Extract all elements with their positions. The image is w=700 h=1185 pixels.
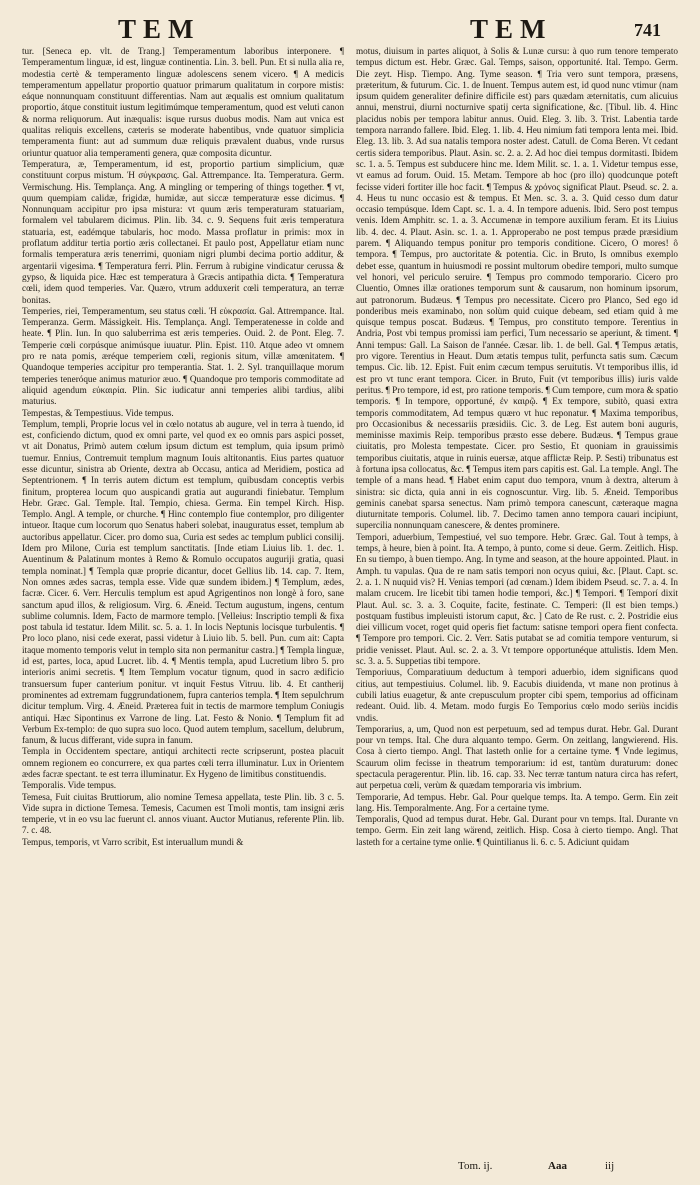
entry-temperies: Temperies, riei, Temperamentum, seu status cœli. Ἡ εὐκρασία. Gal. Attrempance. Ital. Temperanza. Germ. Mässigkeit. His. Templança. Angl. Temperatenesse in colde and heate. ¶ Plin. Iun. In quo saluberrima est æris temperies. Ouid. 2. de Pont. Eleg. 7. Temperie cœli corpúsque animúsque iuuatur. Plin. Epist. 110. Atque adeo vt omnem pro re nata pomis, æréque temperiem cœli, regionis situm, villæ amœnitatem. ¶ Quandoque temperies accipitur pro temperantia. Stat. 1. 2. Syl. tranquillaque morum temperies teneróque animus maturior æuo. ¶ Quandoque pro temporis commoditate ad aliquid agendum εὐκαιρία. Plin. Sic iudicatur anni temperies alibi tardius, alibi maturius. bbox=[22, 305, 344, 407]
entry-tempestas: Tempestas, & Tempestiuus. Vide tempus. bbox=[22, 407, 174, 418]
entry-templum: Templum, templi, Proprie locus vel in cœlo notatus ab augure, vel in terra à tuendo, id est, conficiendo dictum, quod ex omni parte, vel quod ex eo omnis pars aspici posset, vt ait Donatus, Primò autem cœlum ipsum dictum est templum, quia ipsum primò tuemur. Ennius, Contremuit templum magnum Iouis altitonantis. Eius partes quatuor esse dicuntur, sinistra ab Oriente, dextra ab Occasu, antica ad Meridiem, postica ad Septentrionem. ¶ In terris autem dictum est templum, quibusdam conceptis verbis finitum, propterea locum quo auspicandi gratia aut augurandi finiebatur. Templum Hebr. Græc. Gal. Temple. Ital. Tempio, chiesa. Germa. Ein tempel Kirch. Hisp. Templo. Angl. A temple, or churche. ¶ Hinc contemplo fiue contemplor, pro diligenter intueor. Itaque cum locorum quo Senatus haberi solebat, inauguratus esset, templum ab auctoribus appellatur. Cicer. pro domo sua, Curia est sedes ac templum publici consilij. Idem pro Milone, Curia est templum sanctitatis. [Inde etiam Liuius lib. 1. dec. 1. Auentinum & Palatinum montes à Remo & Romulo occupatos auguriji gratia, quasi templa nominat.] ¶ Templa quæ proprie dicantur, docet Gellius lib. 14. cap. 7. Item, Non omnes ædes sacras, templa esse. Vide quæ sundem ibidem.] ¶ Templum, ædes, facræ. Cicer. 6. Verr. Herculis templum est apud Agrigentinos non longè à foro, sane sanctum apud illos, & religiosum. Virg. 6. Æneid. Tectum augustum, ingens, centum sublime columnis. Idem, Facto de marmore templo. [Velleius: Inscriptio templi & fixa post tabula id testatur. Idem Milit. sc. 5. a. 1. In locis Neptunis locisque turbulentis. ¶ Pro loco plano, nisi cede exerat, passi videtur à Liuio lib. 5. bell. Pun. cum ait: Capta itaque momento temporis velut in templo sita non permanitur castra.] ¶ Templa linguæ, id est, partes, loca, apud Lucret. lib. 4. ¶ Mentis templa, apud Lucretium libro 5. pro interioris animi secretis. ¶ Item Templum vocatur tignum, quod in sacro ædificio transuersum fuper canterium ponitur. vt inquit Festus Vitruu. lib. 4. Et cantherij prominentes ad extremam fuggrundationem, fupra canterios templa. ¶ Item sepulchrum dicitur templum. Virg. 4. Æneid. Præterea fuit in tectis de marmore templum Coniugis antiqui. Hæc Sipontinus ex Varrone de ling. Lat. Festo & Nonio. ¶ Templum fit ad Verbum Ex-templo: de quo supra suo loco. Quod autem templum, sacellum, delubrum, fanum, & lucus differant, vide supra in fanum. bbox=[22, 418, 344, 746]
entry-templa-occidentem: Templa in Occidentem spectare, antiqui architecti recte scripserunt, postea placuit omnem regionem eo concurrere, ex qua partes cœli terra illuminatur. Lux in Orientem ædes facræ spectant. te est terra illuminatur. Ex Hygeno de limitibus constituendis. bbox=[22, 746, 344, 779]
signature-mark: Aaa bbox=[548, 1160, 567, 1172]
entry-tempori: Tempori, aduerbium, Tempestiué, vel suo tempore. Hebr. Græc. Gal. Tout à temps, à temps, à heure, bien à point. Ita. A tempo, à punto, come si deue. Germ. Zeitlich. Hisp. En su tiempo, à buen tiempo. Ang. In tyme and season, at the houre appointed. Plaut. in Amph. tu vapulas. Qua de re nam satis tempori non ocyus quiui, &c. [Plaut. Capt. sc. 2. a. 1. N nuquid vis? H. Venias tempori (ad cœnam.) Idem ibidem Pseud. sc. 7. a. 4. In malam crucem. Ire licebit tibi tamen hodie tempori, &c.] ¶ Tempori. ¶ Temporí dixit Plaut. Aul. sc. 3. a. 3. Coquite, facite, festinate. C. Temperi: (Il est bien temps.) postquam fustibus impleuisti istorum caput, &c. ] Cato de Re rust. c. 2. Postridie eius diei villicum vocet, roget quid operis fiet factum: satisne tempori opera fient confecta. ¶ Tempore pro tempori. Cic. 2. Verr. Satis putabat se ad comitia tempore venturum, si pridie venisset. Plaut. Aul. sc. 2. a. 3. Vt tempore opportunéque attulistis. Idem Men. sc. 3. a. 5. Suppetias tibi tempore. bbox=[356, 531, 678, 667]
entry-temperatura: Temperatura, æ, Temperamentum, id est, proportio partium simplicium, quæ constituunt corpus mistum. Ἡ σύγκρασις. Gal. Attrempance. Ita. Temperatura. Germ. Vermischung. His. Templança. Ang. A mingling or tempering of things together. ¶ vt, quum quempiam calidæ, frigidæ, humidæ, aut siccæ temperaturæ esse dicimus. ¶ Nonnunquam accipitur pro ipsa mistura: vt quum æris temperaturam statuariam, formalem vel tabularem dicimus. Plin. lib. 34. c. 9. Sequens fuit æris temperatura statuaria, est, eadémque tabularis, hoc modo. Massa proflatur in primis: mox in proflatum additur tertia portio æris collectanei. Et paulo post, Appellatur etiam nunc formalis temperatura æris tenerrimi, quoniam nigri plumbi decima portio additur, & argentarii vigesima. ¶ Temperatura ferri. Plin. Ferrum à rubigine vindicatur cerussa & gypso, & liquida pice. Hæc est temperatura à Græcis antipathia dicta. ¶ Temperatura cœli, idem quod temperies. Var. Quæro, vtrum adduxerit cœli temperatura, an terræ bonitas. bbox=[22, 158, 344, 305]
signature-number: iij bbox=[605, 1160, 615, 1172]
entry-temperamentum-cont: tur. [Seneca ep. vlt. de Trang.] Temperamentum laboribus interponere. ¶ Temperamentum linguæ, id est, linguæ continentia. Lin. 3. bell. Pun. Et si nulla alia re, modestia certè & temperamento linguæ adolescens senem vicero. ¶ A medicis temperamentum appellatur proportio quatuor primarum qualitatum in corpore mistis: eáque nonnunquam constituunt differentias. Nam aut æqualis est omnium qualitatum proportio, átque constituit iustum legitimúmque temperamentum, quod est veluti canon & norma reliquorum. Aut inæqualis: isque rursus duobus modis. Nam aut vnica est qualitas reliquis excellens, cæteris se moderate habentibus, vnde quatuor simplicia temperamenta fiunt: aut ad summum duæ reliquis prævalent duabus, vnde rursus oriuntur quatuor alia temperamenti genera, quæ composita dicuntur. bbox=[22, 46, 344, 158]
entry-tempus-cont: motus, diuisum in partes aliquot, à Solis & Lunæ cursu: à quo rum tenore temperato tempus dictum est. Hebr. Græc. Gal. Temps, saison, opportunité. Ital. Tempo. Germ. Die zeyt. Hisp. Tiempo. Ang. Tyme season. ¶ Tria vero sunt tempora, præsens, præteritum, & futurum. Cic. 1. de Inuent. Tempus autem est, id quod nunc vtimur (nam ipsum quidem generaliter definire difficile est) pars quædam æternitatis, cum alicuius annui, menstrui, diurni nocturnive spatij certa significatione, &c. [Tibul. lib. 4. Hinc placidus nobis per tempora labitur annus. Ouid. Eleg. 3. lib. 3. Trist. Labentia tarde tempora narrando fallere. Ibid. Eleg. 1. lib. 4. Heu nimium fati tempora lenta mei. Ibid. Eleg. 13. lib. 3. Ad sua natalis tempora noster adest. Catull. de Coma Beren. Vt cedant certis sidera temporibus. Plaut. Asin. sc. 2. a. 2. Ad hoc diei tempus dormitasti. Ibidem sc. 1. a. 5. Tempus est subducere hinc me. Idem Milit. sc. 1. a. 1. Videtur tempus esse, vt eamus ad forum. Ouid. 15. Metam. Tempore ab hoc (pro illo) quodcunque poteft fecisse videri fortiter ille hoc facit. ¶ Tempus & χρόνος significat Plaut. Pseud. sc. 2. a. 4. Heus tu nunc occasio est & tempus. Et Men. sc. 3. a. 3. Quid cesso dum datur occasio tempúsque. Idem Capt. sc. 1. a. 4. In tempore aduenis. Ibid. Sero post tempus venis. Idem Amphitr. sc. 1. a. 3. Accumenæ in tempore auxilium feram. Et its Liuius lib. 4. dec. 4. Plaut. Asin. sc. 1. a. 1. Approperabo ne post tempus præde præsidium parem. ¶ Aliquando tempus ponitur pro temporis conditione. Cicero, O mores! ô tempora. ¶ Tempus, pro auctoritate & potentia. Cic. in Bruto, Is omnibus exemplo debet esse, quantum in huiusmodi re possint multorum obedire tempori, multo sumque vel honori, vel periculo seruire. ¶ Tempus pro commodo temporario. Cicero pro Cluentio, Omnes illæ orationes temporum sunt & causarum, non hominum ipsorum, aut patronorum. Budæus. ¶ Tempus pro necessitate. Cicero pro Planco, Sed ego id ponderibus meis examinabo, non solùm quid cuique debeam, sed etiam quid à me quisque tempus poscat. Budæus. ¶ Tempus, pro constituto tempore. Terentius in Andria, Post vbi tempus promissi iam perfici, Tum necessario se aperiunt, & timent. ¶ Anni tempus: Gall. La Saison de l'année. Cæsar. lib. 1. de bell. Gal. ¶ Tempus ætatis, pro vigore. Terentius in Heaut. Dum ætatis tempus tulit, perfuncta satis sum. Cæcum tempus. Cic. lib. 12. Epist. Fuit enim cæcum tempus seruitutis. Vt temporibus illis, id est pro vt tunc erant tempora. Cicer. in Bruto, Fuit (vt temporibus illis) iuris valde peritus. ¶ Pro tempore, id est, pro ratione temporis. ¶ Cum tempore, cum mora & spatio temporis. ¶ In tempore, opportuné, ἐν καιρῷ. ¶ Ex tempore, subitò, quasi extra temporis commoditatem, Ad tempus quæro vt huc reponatur. ¶ Maxima temporibus, pro Occasionibus & necessariis præsidiis. Cic. 3. de Leg. Est autem boni auguris, meminisse maximis Reip. temporibus præsto esse debere. Budæus. ¶ Tempus graue ciuitatis, pro Molesta tempestate. Cicer. pro Sestio, Et quoniam in grauissimis temporibus ciuitatis, atque in ruinis euersæ, atque afflictæ Reip. P. Sesti) tribunatus est à fortuna ipsa collocatus, &c. ¶ Tempus item pars capitis est. Gal. La temple. Angl. The temple of a mans head. ¶ Habet enim caput duo tempora, vnum à dextra, alterum à sinistra: sic dicta, quia anni in eis cognoscuntur. Virg. lib. 5. Æneid. Temporibus geminis canebat sparsa senectus. Nam primò tempora canescunt, cæteraque magna diuturnitate temporis. Columel. lib. 7. Decimo tamen anno tempora cauari incipiunt, supercilia nonnunquam canescere, & dentes prominere. bbox=[356, 46, 678, 531]
entry-temesa: Temesa, Fuit ciuitas Bruttiorum, alio nomine Temesa appellata, teste Plin. lib. 3 c. 5. Vide supra in dictione Temesa. Temesis, Cacumen est Tmoli montis, tam insigni æris temperie, vt in eo vsu lac fuerunt cl. annos viuant. Auctor Mutianus, referente Plin. lib. 7. c. 48. bbox=[22, 791, 344, 836]
left-column bbox=[22, 46, 344, 1156]
entry-tempus-start: Tempus, temporis, vt Varro scribit, Est interuallum mundi & bbox=[22, 836, 244, 847]
entry-temporalis: Temporalis, Quod ad tempus durat. Hebr. Gal. Durant pour vn temps. Ital. Durante vn tempo. Germ. Ein zeit lang wärend, zeitlich. Hisp. Cosa à cierto tiempo. Angl. That lasteth for a certaine tyme onlie. ¶ Quintilianus li. 6. c. 5. Adiciunt quidam bbox=[356, 814, 678, 847]
entry-temporarie: Temporarie, Ad tempus. Hebr. Gal. Pour quelque temps. Ita. A tempo. Germ. Ein zeit lang. His. Temporalmente. Ang. For a certaine tyme. bbox=[356, 791, 678, 813]
volume-mark: Tom. ij. bbox=[458, 1160, 493, 1172]
page-number: 741 bbox=[634, 20, 661, 40]
running-head-left: TEM bbox=[118, 14, 201, 44]
entry-temporarius: Temporarius, a, um, Quod non est perpetuum, sed ad tempus durat. Hebr. Gal. Durant pour vn temps. Ital. Che dura alquanto tempo. Germ. On zeitlang, langwierend. His. Cosa à cierto tiempo. Angl. That lasteth onlie for a certaine tyme. ¶ Vnde legimus, Scaurum olim fecisse in theatrum temporarium: id est, tantùm duraturum: donec spectacula peragerentur. Plin. lib. 16. cap. 33. Nec terræ tantum natura circa has refert, aut perpetua cœli, verùm & quædam temporaria vis imbrium. bbox=[356, 723, 678, 791]
entry-temporius: Temporiuus, Comparatiuum deductum à tempori aduerbio, idem significans quod citius, aut tempestiuius. Columel. lib. 9. Eacubis diuidenda, vt mane non protinus à cubili latius euagetur, & ante crepusculum propter cibi spem, temporius ad officinam redeant. Ouid. lib. 4. Metam. modo furgis Eo Temporius cœlo modo seriùs incidis vndis. bbox=[356, 667, 678, 723]
running-head-right: TEM bbox=[470, 14, 553, 44]
running-head bbox=[0, 14, 700, 44]
entry-temporalis-ref: Temporalis. Vide tempus. bbox=[22, 780, 117, 791]
right-column bbox=[356, 46, 678, 1156]
page-footer bbox=[0, 1160, 700, 1180]
